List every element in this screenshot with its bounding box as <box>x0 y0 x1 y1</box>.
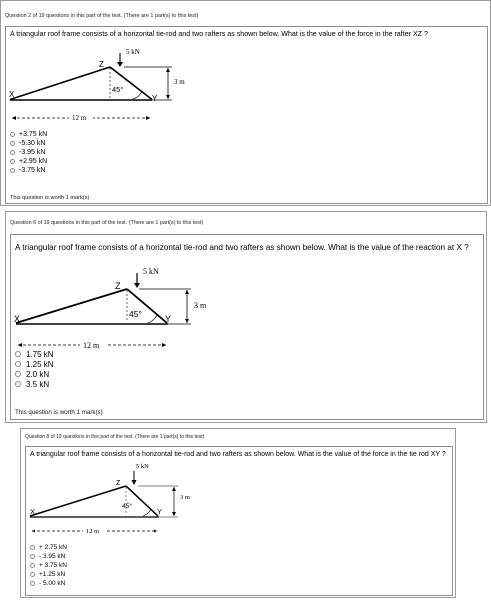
option-label: -3.95 kN <box>19 149 46 156</box>
node-z-label: Z <box>116 480 121 487</box>
angle-arc <box>143 509 151 516</box>
answer-options <box>15 349 54 389</box>
roof-frame-diagram <box>11 249 221 359</box>
answer-option[interactable] <box>15 379 54 389</box>
radio-button[interactable] <box>30 572 35 577</box>
answer-option[interactable] <box>30 543 67 552</box>
rafter-zy <box>110 67 152 100</box>
radio-button[interactable] <box>15 361 21 367</box>
angle-label: 45° <box>129 309 142 319</box>
option-label: + 3.75 kN <box>39 562 68 569</box>
question-header: Question 2 of 19 questions in this part of the test. (There are 1 part(s) to this test) <box>5 13 199 19</box>
height-dim-arrow-down <box>172 512 176 516</box>
load-label: 5 kN <box>136 463 149 470</box>
node-z-label: Z <box>99 60 104 69</box>
span-label: 12 m <box>72 114 87 122</box>
rafter-zy <box>126 486 158 516</box>
node-y-label: Y <box>165 314 172 324</box>
angle-arc <box>133 91 142 99</box>
option-label: 2.0 kN <box>26 369 50 379</box>
radio-button[interactable] <box>10 168 15 173</box>
load-arrowhead <box>117 62 123 67</box>
answer-option[interactable] <box>30 561 67 570</box>
answer-option[interactable] <box>10 139 47 148</box>
option-label: +1.25 kN <box>39 571 66 578</box>
height-label: 3 m <box>180 494 190 501</box>
rafter-xz <box>16 289 127 323</box>
height-label: 3 m <box>194 301 207 310</box>
span-label: 12 m <box>83 341 100 350</box>
radio-button[interactable] <box>30 545 35 550</box>
span-arrow-left <box>12 116 16 120</box>
load-label: 5 kN <box>143 267 159 276</box>
answer-option[interactable] <box>15 369 54 379</box>
question-header: Question 6 of 19 questions in this part of the test. (There are 1 part(s) to this test) <box>10 220 204 226</box>
option-label: 3.5 kN <box>26 379 50 389</box>
answer-option[interactable] <box>30 579 67 588</box>
question-box <box>10 234 484 420</box>
height-dim-arrow-down <box>185 319 189 323</box>
node-y-label: Y <box>157 507 163 516</box>
option-label: -5.30 kN <box>19 140 46 147</box>
radio-button[interactable] <box>15 371 21 377</box>
span-arrow-left <box>18 343 22 347</box>
load-label: 5 kN <box>126 48 140 56</box>
answer-options <box>10 130 47 175</box>
answer-option[interactable] <box>15 359 54 369</box>
span-label: 12 m <box>86 528 100 535</box>
question-text: A triangular roof frame consists of a horizontal tie-rod and two rafters as shown below. What is the value of the force in the tie rod XY ? <box>30 451 446 458</box>
roof-frame-diagram <box>6 27 206 137</box>
height-dim-arrow-up <box>172 487 176 491</box>
radio-button[interactable] <box>15 351 21 357</box>
answer-option[interactable] <box>30 552 67 561</box>
answer-option[interactable] <box>10 157 47 166</box>
height-dim-arrow-down <box>166 95 170 99</box>
question-panel-1 <box>0 0 491 206</box>
option-label: +2.95 kN <box>19 158 48 165</box>
answer-option[interactable] <box>10 130 47 139</box>
question-text: A triangular roof frame consists of a horizontal tie-rod and two rafters as shown below. What is the value of the reaction at X ? <box>15 243 469 252</box>
question-worth: This question is worth 1 mark(s) <box>10 195 90 201</box>
node-z-label: Z <box>115 281 121 291</box>
question-panel-3 <box>20 428 456 598</box>
node-x-label: X <box>14 314 21 324</box>
height-dim-arrow-up <box>185 290 189 294</box>
answer-option[interactable] <box>10 148 47 157</box>
span-arrow-right <box>162 343 166 347</box>
radio-button[interactable] <box>15 381 21 387</box>
angle-label: 45° <box>122 503 133 510</box>
radio-button[interactable] <box>30 563 35 568</box>
radio-button[interactable] <box>30 554 35 559</box>
option-label: - 5.00 kN <box>39 580 66 587</box>
rafter-xz <box>10 67 110 100</box>
span-arrow-right <box>154 530 157 533</box>
answer-option[interactable] <box>15 349 54 359</box>
question-text: A triangular roof frame consists of a horizontal tie-rod and two rafters as shown below. What is the value of the force in the rafter XZ ? <box>10 30 428 38</box>
question-box <box>5 26 488 204</box>
option-label: +3.75 kN <box>19 131 48 138</box>
option-label: 1.75 kN <box>26 349 54 359</box>
question-header: Question 8 of 19 questions in this part of the test. (There are 1 part(s) to this test) <box>25 434 205 440</box>
load-arrowhead <box>132 480 137 485</box>
answer-option[interactable] <box>10 166 47 175</box>
node-x-label: X <box>9 90 15 99</box>
question-box <box>25 446 453 596</box>
radio-button[interactable] <box>10 141 15 146</box>
rafter-xz <box>30 486 126 516</box>
radio-button[interactable] <box>10 150 15 155</box>
span-arrow-left <box>32 530 35 533</box>
angle-arc <box>148 315 157 323</box>
radio-button[interactable] <box>10 159 15 164</box>
radio-button[interactable] <box>10 132 15 137</box>
node-y-label: Y <box>152 94 158 103</box>
angle-label: 45° <box>112 85 124 94</box>
height-dim-arrow-up <box>166 68 170 72</box>
answer-option[interactable] <box>30 570 67 579</box>
span-arrow-right <box>146 116 150 120</box>
question-worth: This question is worth 1 mark(s) <box>15 409 103 416</box>
radio-button[interactable] <box>30 581 35 586</box>
option-label: + 2.75 kN <box>39 544 68 551</box>
roof-frame-diagram <box>26 447 206 547</box>
node-x-label: X <box>30 507 36 516</box>
question-panel-2 <box>5 211 487 423</box>
load-arrowhead <box>134 283 140 288</box>
option-label: 1.25 kN <box>26 359 54 369</box>
option-label: -3.75 kN <box>19 167 46 174</box>
option-label: - 3.95 kN <box>39 553 66 560</box>
height-label: 3 m <box>174 78 185 86</box>
answer-options <box>30 543 67 588</box>
